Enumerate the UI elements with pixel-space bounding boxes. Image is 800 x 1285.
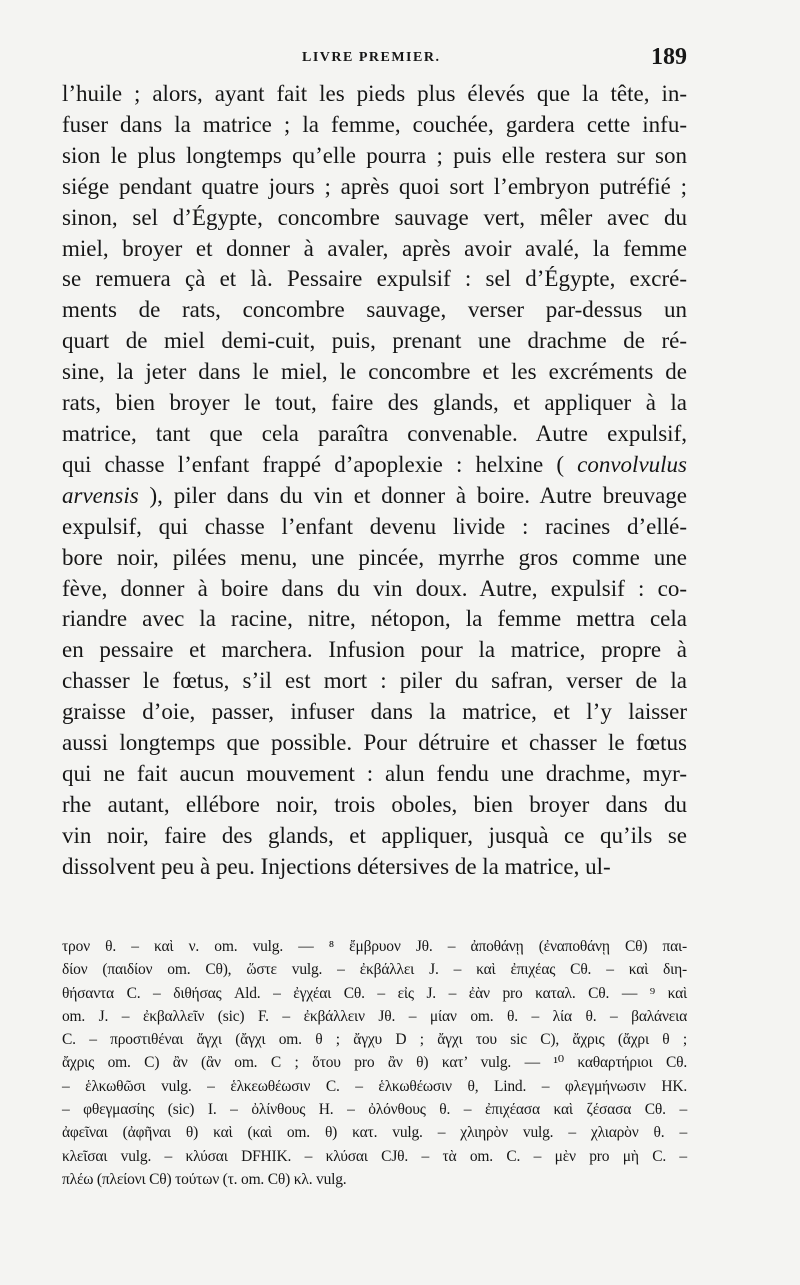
text-line: fève, donner à boire dans du vin doux. Autre, expulsif : co-: [62, 575, 687, 601]
footnote-line: om. J. – ἐκβαλλεῖν (sic) F. – ἐκβάλλειν Jθ. – μίαν om. θ. – λία θ. – βαλάνεια: [62, 1007, 687, 1025]
main-text: [62, 79, 687, 883]
footnote-line: κλεῖσαι vulg. – κλύσαι DFHIK. – κλύσαι CJθ. – τὰ om. C. – μὲν pro μὴ C. –: [62, 1147, 687, 1165]
text-line: vin noir, faire des glands, et appliquer, jusquà ce qu’ils se: [62, 822, 687, 848]
footnote-line: – ἑλκωθῶσι vulg. – ἑλκεωθέωσιν C. – ἑλκωθέωσιν θ, Lind. – φλεγμήνωσιν HK.: [62, 1077, 687, 1095]
page-header: [62, 46, 687, 74]
text-line: en pessaire et marchera. Infusion pour la matrice, propre à: [62, 637, 687, 663]
running-title: LIVRE PREMIER.: [302, 50, 441, 65]
text-line: ments de rats, concombre sauvage, verser par-dessus un: [62, 297, 687, 323]
footnote-line: πλέω (πλείονι Cθ) τούτων (τ. om. Cθ) κλ. vulg.: [62, 1170, 347, 1188]
text-line: rats, bien broyer le tout, faire des glands, et appliquer à la: [62, 390, 687, 416]
footnote-line: δίον (παιδίον om. Cθ), ὥστε vulg. – ἐκβάλλει J. – καὶ ἐπιχέας Cθ. – καὶ διη-: [62, 961, 687, 979]
text-line: qui chasse l’enfant frappé d’apoplexie : helxine ( convolvulus: [62, 451, 687, 477]
footnote-line: θήσαντα C. – διθήσας Ald. – ἐγχέαι Cθ. – εἰς J. – ἐὰν pro καταλ. Cθ. — ⁹ καὶ: [62, 984, 687, 1002]
text-line: expulsif, qui chasse l’enfant devenu livide : racines d’ellé-: [62, 513, 687, 539]
footnote-line: – φθεγμασίης (sic) I. – ὀλίνθους H. – ὀλόνθους θ. – ἐπιχέασα καὶ ζέσασα Cθ. –: [62, 1101, 687, 1119]
text-line: rhe autant, ellébore noir, trois oboles, bien broyer dans du: [62, 791, 687, 817]
text-line: aussi longtemps que possible. Pour détruire et chasser le fœtus: [62, 730, 687, 756]
text-line: fuser dans la matrice ; la femme, couchée, gardera cette infu-: [62, 111, 687, 137]
footnote-line: ἀφεῖναι (ἀφῆναι θ) καὶ (καὶ om. θ) κατ. vulg. – χλιηρὸν vulg. – χλιαρὸν θ. –: [62, 1124, 687, 1142]
text-line: sinon, sel d’Égypte, concombre sauvage vert, mêler avec du: [62, 204, 687, 230]
text-line: riandre avec la racine, nitre, nétopon, la femme mettra cela: [62, 606, 687, 632]
text-line: arvensis ), piler dans du vin et donner à boire. Autre breuvage: [62, 482, 687, 508]
page-number: 189: [651, 44, 687, 70]
text-line: bore noir, pilées menu, une pincée, myrrhe gros comme une: [62, 544, 687, 570]
text-line: graisse d’oie, passer, infuser dans la matrice, et l’y laisser: [62, 699, 687, 725]
footnote-line: τρον θ. – καὶ ν. om. vulg. — ⁸ ἔμβρυον Jθ. – ἀποθάνῃ (ἐναποθάνῃ Cθ) παι-: [62, 938, 687, 955]
footnote-line: ἄχρις om. C) ἂν (ἂν om. C ; ὅτου pro ἂν θ) κατ’ vulg. — ¹⁰ καθαρτήριοι Cθ.: [62, 1054, 687, 1072]
text-line: dissolvent peu à peu. Injections détersives de la matrice, ul-: [62, 853, 611, 879]
text-line: se remuera çà et là. Pessaire expulsif : sel d’Égypte, excré-: [62, 266, 687, 292]
text-line: sion le plus longtemps qu’elle pourra ; puis elle restera sur son: [62, 142, 687, 168]
text-line: qui ne fait aucun mouvement : alun fendu une drachme, myr-: [62, 760, 687, 786]
text-line: l’huile ; alors, ayant fait les pieds plus élevés que la tête, in-: [62, 81, 687, 106]
footnotes: [62, 935, 687, 1191]
text-line: sine, la jeter dans le miel, le concombre et les excréments de: [62, 359, 687, 385]
text-line: chasser le fœtus, s’il est mort : piler du safran, verser de la: [62, 668, 687, 694]
latin-term: convolvulus: [577, 451, 687, 477]
latin-term: arvensis: [62, 482, 139, 508]
text-line: miel, broyer et donner à avaler, après avoir avalé, la femme: [62, 235, 687, 261]
footnote-line: C. – προστιθέναι ἄγχι (ἄγχι om. θ ; ἄγχυ D ; ἄγχι του sic C), ἄχρις (ἄχρι θ ;: [62, 1031, 687, 1049]
text-line: quart de miel demi-cuit, puis, prenant une drachme de ré-: [62, 328, 687, 354]
text-line: matrice, tant que cela paraîtra convenable. Autre expulsif,: [62, 420, 687, 446]
text-line: siége pendant quatre jours ; après quoi sort l’embryon putréfié ;: [62, 173, 687, 199]
